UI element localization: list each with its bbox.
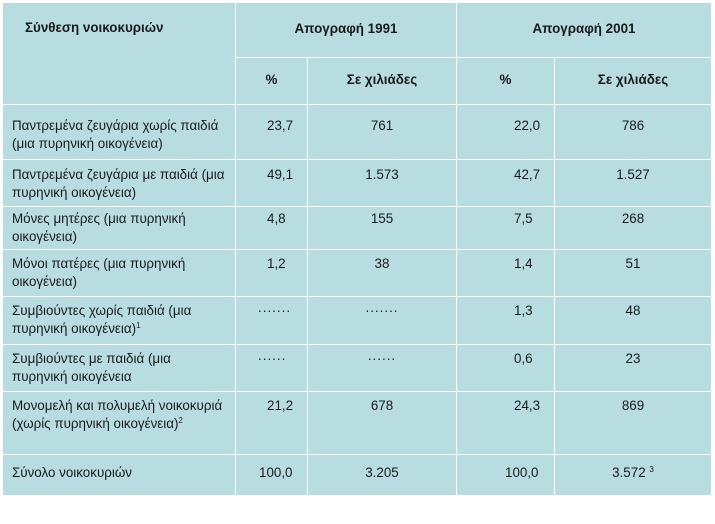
row-label: Παντρεμένα ζευγάρια με παιδιά (μια πυρηνική οικογένεια)	[3, 160, 236, 207]
table-row	[3, 392, 712, 455]
cell-pct-1991: 21,2	[236, 392, 308, 455]
cell-thousands-1991: 3.205	[308, 455, 457, 496]
cell-thousands-1991: 761	[308, 105, 457, 160]
cell-pct-1991: 100,0	[236, 455, 308, 496]
subheader-pct-2001: %	[457, 58, 555, 105]
header-row	[3, 3, 712, 58]
cell-pct-2001: 100,0	[457, 455, 555, 496]
cell-pct-2001: 42,7	[457, 160, 555, 207]
cell-thousands-2001	[555, 455, 712, 496]
cell-thousands-1991: 1.573	[308, 160, 457, 207]
cell-pct-2001: 1,4	[457, 250, 555, 297]
cell-pct-2001: 1,3	[457, 297, 555, 345]
cell-thousands-1991: 38	[308, 250, 457, 297]
footnote-marker: 3	[649, 465, 654, 474]
table-row	[3, 345, 712, 392]
table-row	[3, 105, 712, 160]
cell-thousands-1991: 155	[308, 207, 457, 250]
total-thousands-2001: 3.572	[612, 465, 646, 480]
cell-pct-2001: 22,0	[457, 105, 555, 160]
row-label: Μόνοι πατέρες (μια πυρηνική οικογένεια)	[3, 250, 236, 297]
table-row	[3, 207, 712, 250]
cell-pct-1991: 49,1	[236, 160, 308, 207]
cell-pct-1991: 23,7	[236, 105, 308, 160]
col-header-census-1991: Απογραφή 1991	[236, 3, 457, 58]
row-label-text: Μονομελή και πολυμελή νοικοκυριά (χωρίς πυρηνική οικογένεια)	[12, 398, 223, 431]
row-label-total: Σύνολο νοικοκυριών	[3, 455, 236, 496]
table-row	[3, 297, 712, 345]
row-label	[3, 297, 236, 345]
subheader-thousands-1991: Σε χιλιάδες	[308, 58, 457, 105]
subheader-pct-1991: %	[236, 58, 308, 105]
table-row	[3, 160, 712, 207]
cell-pct-2001: 24,3	[457, 392, 555, 455]
cell-thousands-1991: .......	[308, 297, 457, 345]
total-row	[3, 455, 712, 496]
col-header-census-2001: Απογραφή 2001	[457, 3, 712, 58]
row-label: Συμβιούντες με παιδιά (μια πυρηνική οικογένεια	[3, 345, 236, 392]
cell-thousands-2001: 268	[555, 207, 712, 250]
cell-thousands-2001: 869	[555, 392, 712, 455]
footnote-marker: 2	[178, 416, 183, 425]
row-label: Μόνες μητέρες (μια πυρηνική οικογένεια)	[3, 207, 236, 250]
footnote-marker: 1	[136, 321, 141, 330]
cell-thousands-2001: 23	[555, 345, 712, 392]
cell-thousands-2001: 786	[555, 105, 712, 160]
row-label	[3, 392, 236, 455]
subheader-thousands-2001: Σε χιλιάδες	[555, 58, 712, 105]
row-label: Παντρεμένα ζευγάρια χωρίς παιδιά (μια πυρηνική οικογένεια)	[3, 105, 236, 160]
cell-thousands-1991: ......	[308, 345, 457, 392]
cell-thousands-2001: 51	[555, 250, 712, 297]
cell-pct-1991: 1,2	[236, 250, 308, 297]
table-row	[3, 250, 712, 297]
household-composition-table	[2, 2, 712, 496]
cell-pct-1991: .......	[236, 297, 308, 345]
cell-pct-1991: ......	[236, 345, 308, 392]
cell-pct-1991: 4,8	[236, 207, 308, 250]
cell-pct-2001: 0,6	[457, 345, 555, 392]
cell-thousands-2001: 48	[555, 297, 712, 345]
row-label-text: Συμβιούντες χωρίς παιδιά (μια πυρηνική οικογένεια)	[12, 303, 192, 336]
cell-thousands-2001: 1.527	[555, 160, 712, 207]
cell-pct-2001: 7,5	[457, 207, 555, 250]
col-header-composition: Σύνθεση νοικοκυριών	[3, 3, 236, 105]
cell-thousands-1991: 678	[308, 392, 457, 455]
